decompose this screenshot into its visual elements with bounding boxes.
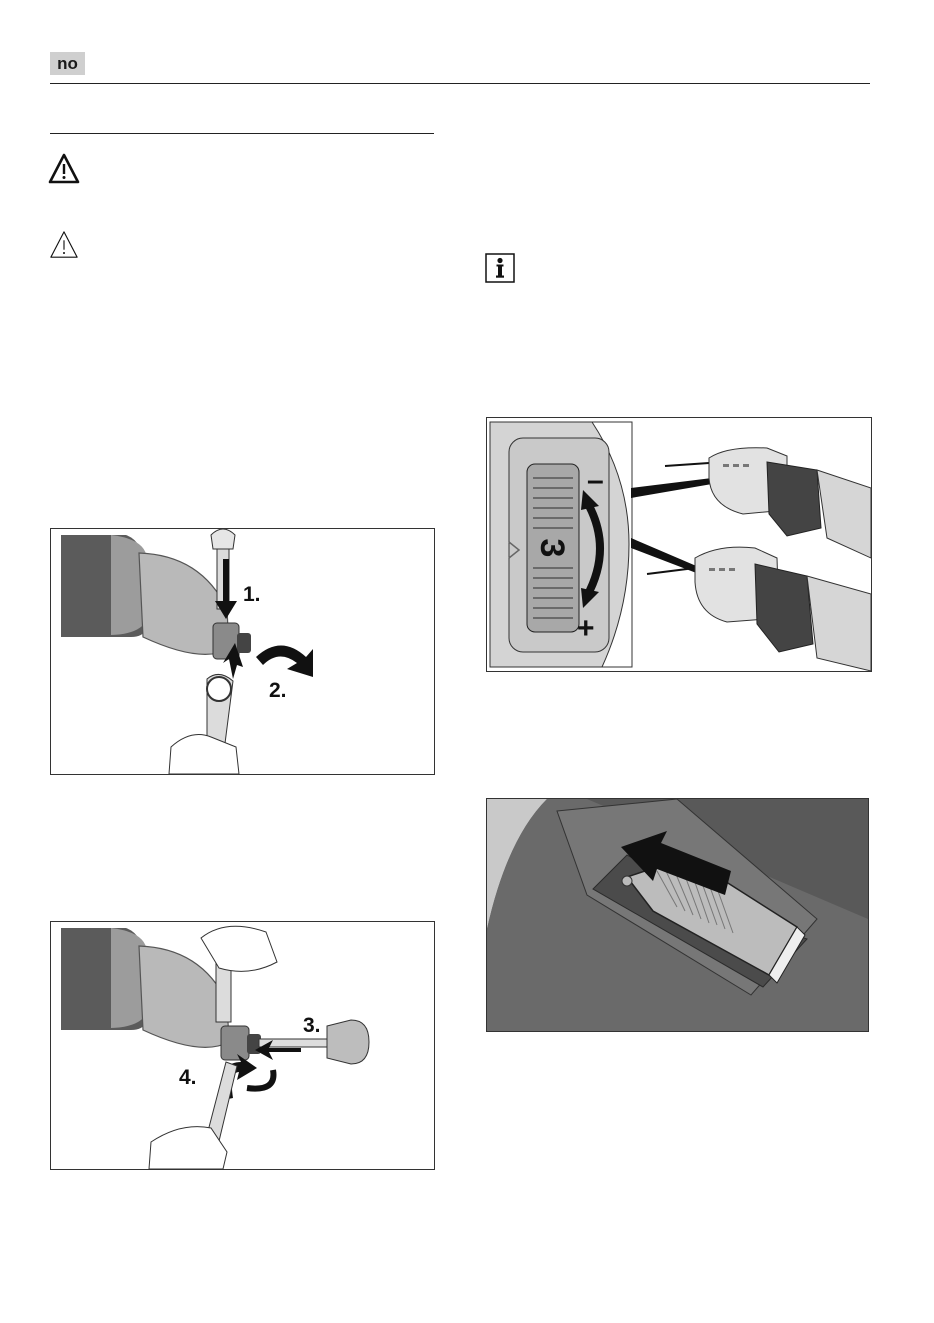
language-badge: no	[50, 52, 85, 75]
step-label: 3.	[303, 1014, 321, 1037]
plus-sign: +	[577, 612, 595, 645]
section-divider	[50, 133, 434, 134]
step-label: 1.	[243, 583, 261, 606]
info-icon	[485, 253, 515, 283]
warning-triangle-icon	[48, 153, 80, 185]
step-label: 4.	[179, 1066, 197, 1089]
figure-switch	[486, 798, 869, 1032]
minus-sign: –	[587, 464, 604, 497]
dial-value: 3	[533, 538, 571, 558]
figure-tool-removal	[50, 528, 435, 775]
step-label: 2.	[269, 679, 287, 702]
header-divider	[50, 83, 870, 84]
figure-tool-insertion	[50, 921, 435, 1170]
figure-speed-dial	[486, 417, 872, 672]
caution-triangle-icon	[49, 230, 79, 260]
